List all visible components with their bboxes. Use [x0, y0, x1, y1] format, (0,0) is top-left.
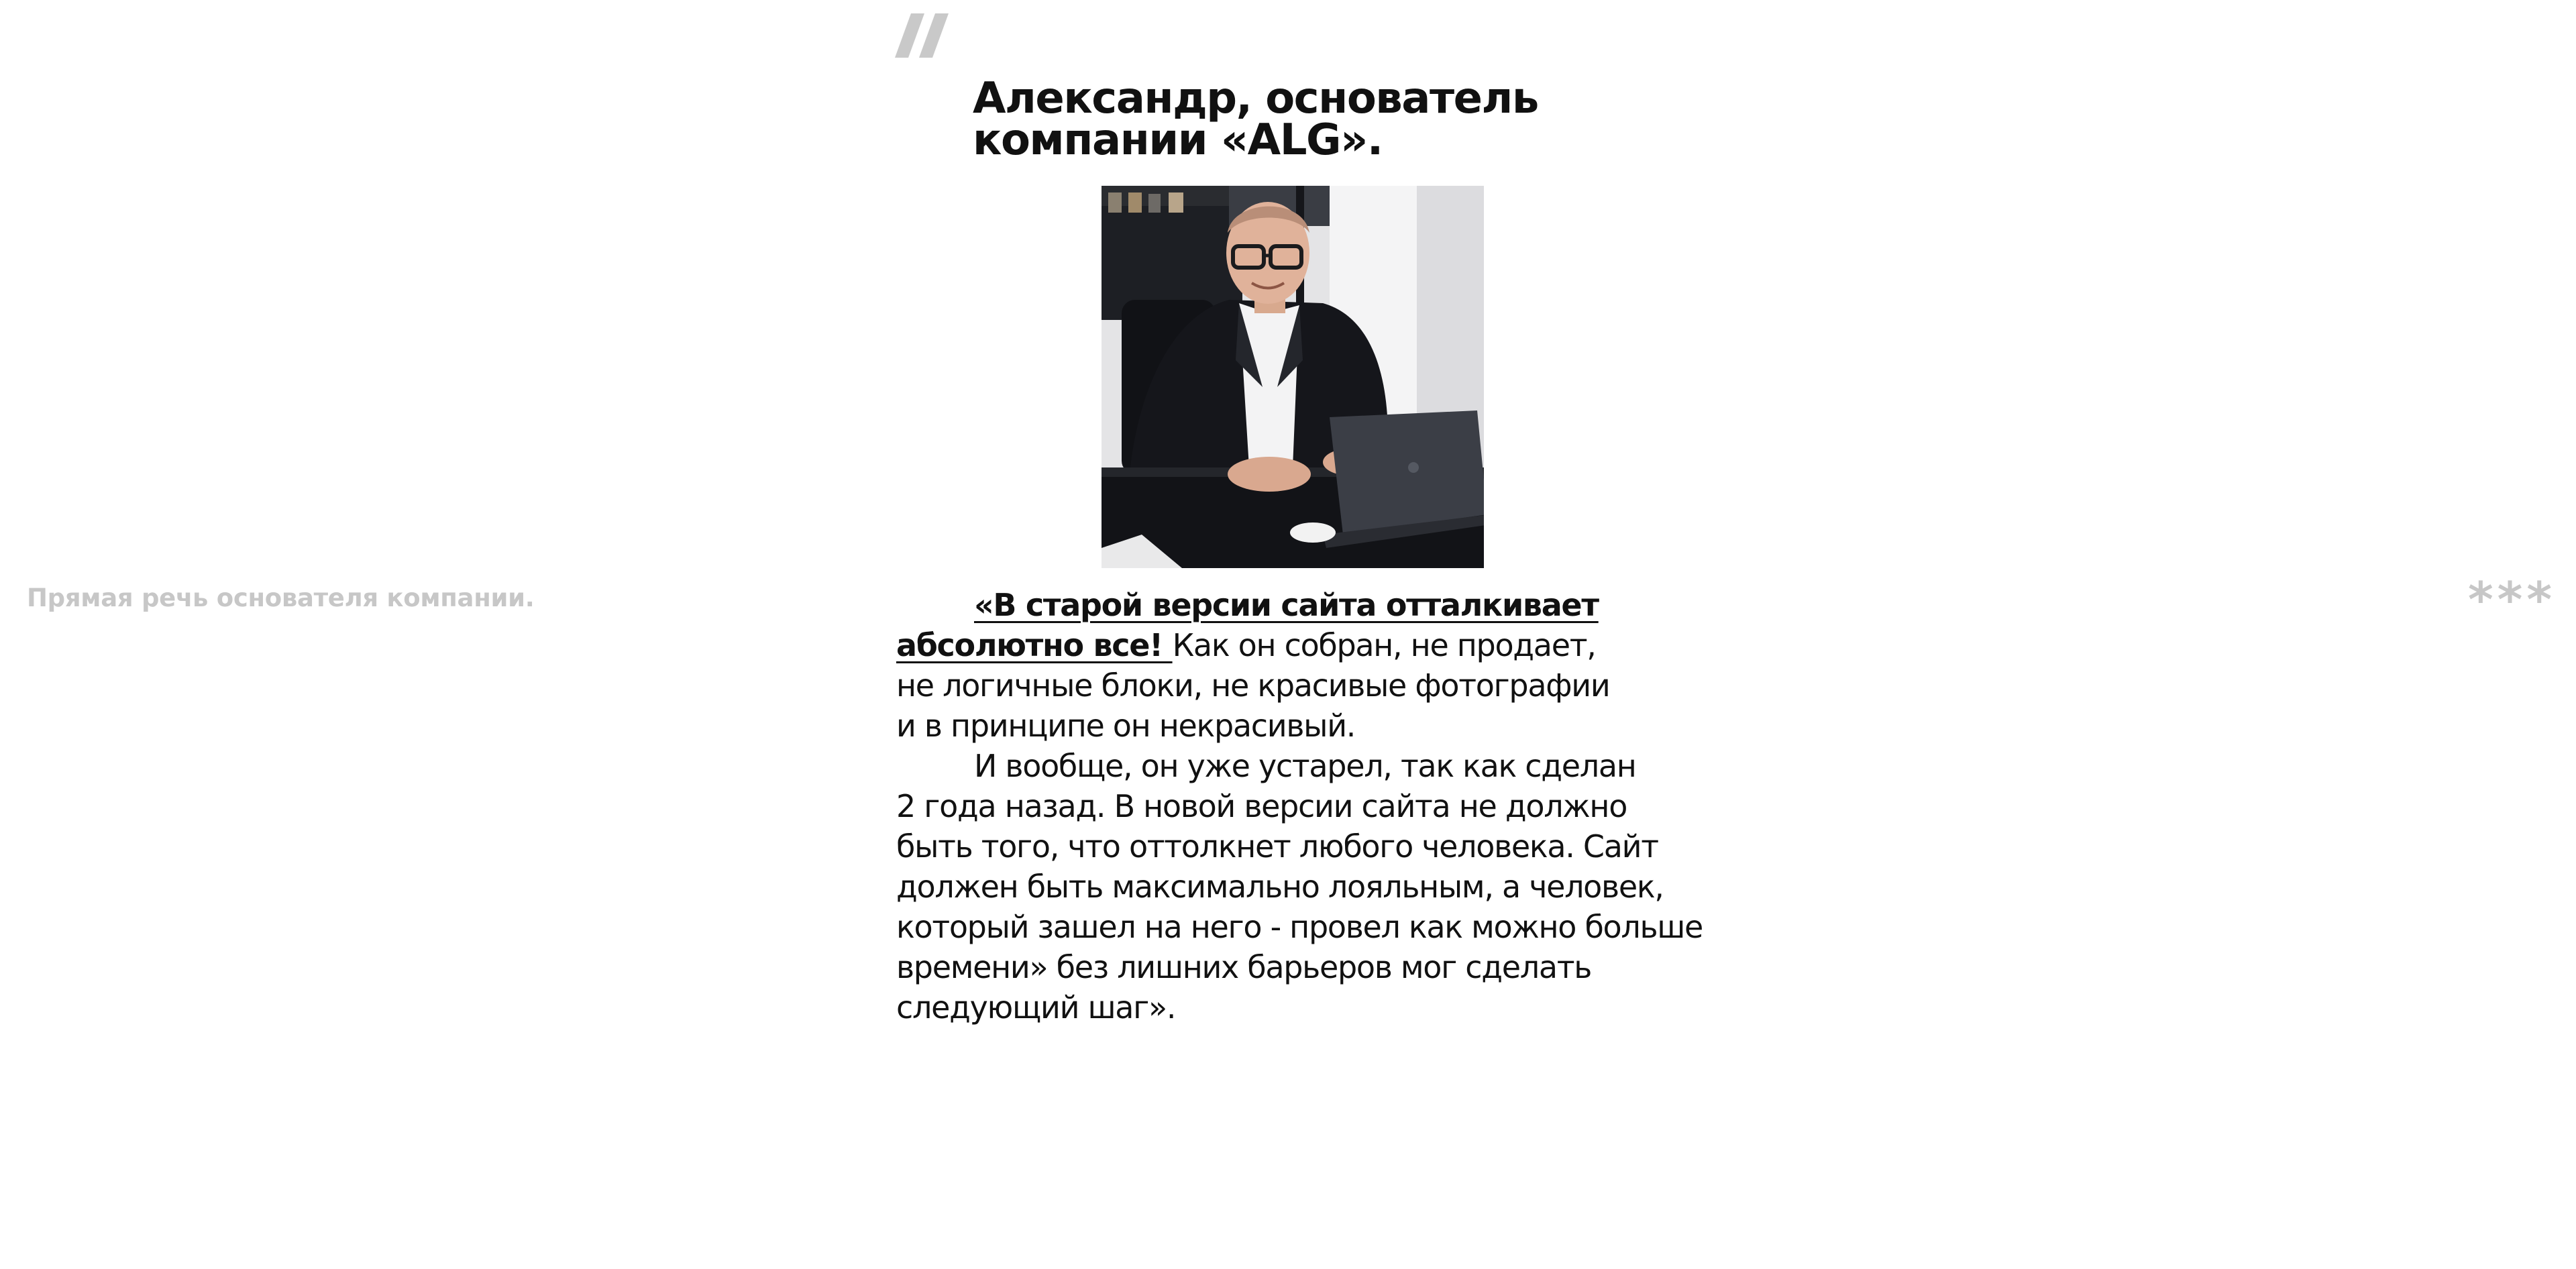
title-text: Александр, основатель компании «ALG».: [973, 74, 1538, 165]
asterisks-decoration: ***: [2468, 571, 2556, 628]
quote-lead: «В старой версии сайта отталкивает абсолютно все!: [896, 587, 1599, 663]
founder-photo: [1102, 186, 1484, 568]
quote-mark-icon: [894, 13, 954, 67]
section-caption: Прямая речь основателя компании.: [27, 584, 535, 612]
quote-paragraph-2: И вообще, он уже устарел, так как сделан 2 года назад. В новой версии сайта не должно быть того, что оттолкнет любого человека. Сайт должен быть максимально лояльным, а человек, который зашел на него - провел как можно больше времени» без лишних барьеров мог сделать следующий шаг».: [896, 748, 1703, 1026]
quote-paragraph-1-rest: Как он собран, не продает, не логичные блоки, не красивые фотографии и в принципе он некрасивый.: [896, 627, 1610, 744]
quote-title: [973, 74, 1576, 165]
quote-paragraph-1: [896, 585, 1728, 746]
quote-text: [896, 585, 1728, 1028]
